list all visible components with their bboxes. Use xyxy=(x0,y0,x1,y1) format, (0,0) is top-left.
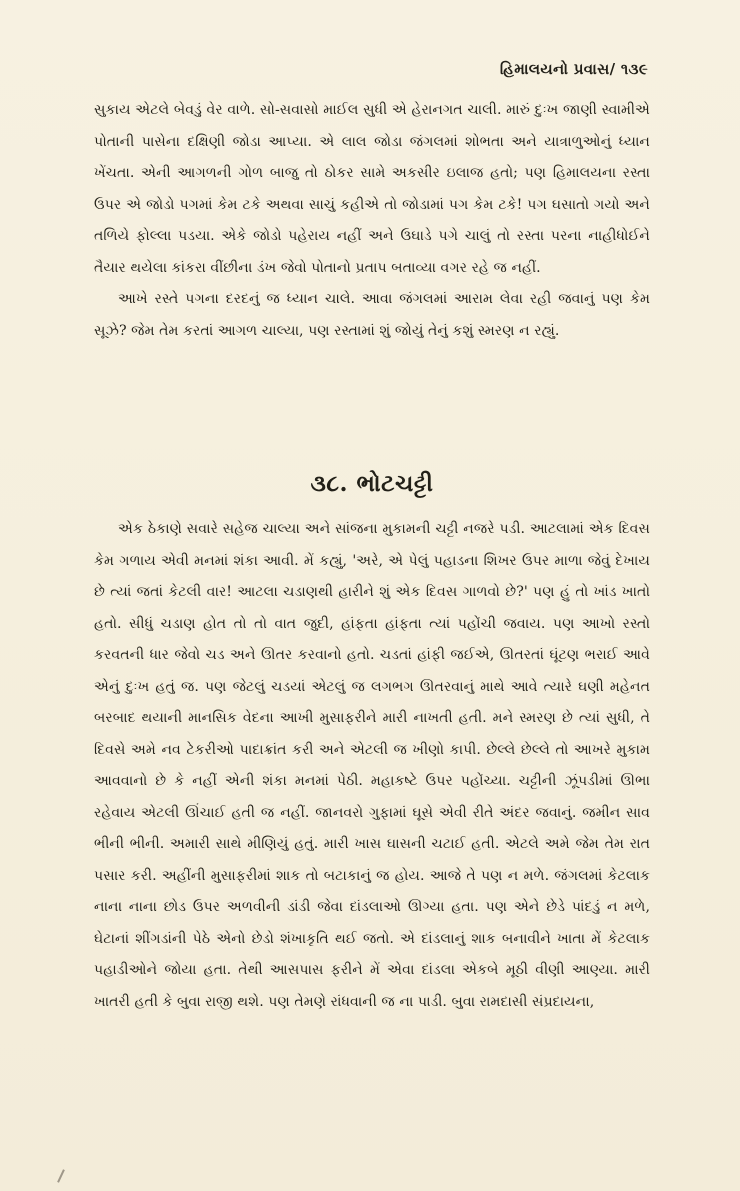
paragraph: સુકાય એટલે બેવડું વેર વાળે. સો-સવાસો માઈલ સુધી એ હેરાનગત ચાલી. મારું દુઃખ જાણી સ્વામીએ પોતાની પાસેના દક્ષિણી જોડા આપ્યા. એ લાલ જોડા જંગલમાં શોભતા અને યાત્રાળુઓનું ધ્યાન ખેંચતા. એની આગળની ગોળ બાજુ તો ઠોકર સામે અકસીર ઇલાજ હતો; પણ હિમાલયના રસ્તા ઉપર એ જોડો પગમાં કેમ ટકે અથવા સાચું કહીએ તો જોડામાં પગ કેમ ટકે! પગ ઘસાતો ગયો અને તળિયે ફોલ્લા પડયા. એકે જોડો પહેરાય નહીં અને ઉઘાડે પગે ચાલું તો રસ્તા પરના નાહીધોઈને તૈયાર થયેલા કાંકરા વીંછીના ડંખ જેવો પોતાનો પ્રતાપ બતાવ્યા વગર રહે જ નહીં. xyxy=(94,102,650,276)
running-header: હિમાલયનો પ્રવાસ/ ૧૩૯ xyxy=(499,60,648,78)
text-block-continuation xyxy=(94,95,650,347)
paragraph: એક ઠેકાણે સવારે સહેજ ચાલ્યા અને સાંજના મુકામની ચટ્ટી નજરે પડી. આટલામાં એક દિવસ કેમ ગળાય એવી મનમાં શંકા આવી. મેં કહ્યું, 'અરે, એ પેલું પહાડના શિખર ઉપર માળા જેવું દેખાય છે ત્યાં જતાં કેટલી વાર! આટલા ચડાણથી હારીને શું એક દિવસ ગાળવો છે?' પણ હું તો ખાંડ ખાતો હતો. સીધું ચડાણ હોત તો તો વાત જુદી, હાંફતા હાંફતા ત્યાં પહોંચી જવાય. પણ આખો રસ્તો કરવતની ધાર જેવો ચડ અને ઊતર કરવાનો હતો. ચડતાં હાંફી જઈએ, ઊતરતાં ઘૂંટણ ભરાઈ આવે એનું દુઃખ હતું જ. પણ જેટલું ચડયાં એટલું જ લગભગ ઊતરવાનું માથે આવે ત્યારે ઘણી મહેનત બરબાદ થયાની માનસિક વેદના આખી મુસાફરીને મારી નાખતી હતી. મને સ્મરણ છે ત્યાં સુધી, તે દિવસે અમે નવ ટેકરીઓ પાદાક્રાંત કરી અને એટલી જ ખીણો કાપી. છેલ્લે છેલ્લે તો આખરે મુકામ આવવાનો છે કે નહીં એની શંકા મનમાં પેઠી. મહાકષ્ટે ઉપર પહોંચ્યા. ચટ્ટીની ઝૂંપડીમાં ઊભા રહેવાય એટલી ઊંચાઈ હતી જ નહીં. જાનવરો ગુફામાં ઘૂસે એવી રીતે અંદર જવાનું. જમીન સાવ ભીની ભીની. અમારી સાથે મીણિયું હતું. મારી ખાસ ઘાસની ચટાઈ હતી. એટલે અમે જેમ તેમ રાત પસાર કરી. અહીંની મુસાફરીમાં શાક તો બટાકાનું જ હોય. આજે તે પણ ન મળે. જંગલમાં કેટલાક નાના નાના છોડ ઉપર અળવીની ડાંડી જેવા દાંડલાઓ ઊગ્યા હતા. પણ એને છેડે પાંદડું ન મળે, ઘેટાનાં શીંગડાંની પેઠે એનો છેડો શંખાકૃતિ થઈ જતો. એ દાંડલાનું શાક બનાવીને ખાતા મેં કેટલાક પહાડીઓને જોયા હતા. તેથી આસપાસ ફરીને મેં એવા દાંડલા એકબે મૂઠી વીણી આણ્યા. મારી ખાતરી હતી કે બુવા રાજી થશે. પણ તેમણે રાંધવાની જ ના પાડી. બુવા રામદાસી સંપ્રદાયના, xyxy=(94,521,650,1010)
text-block-chapter xyxy=(94,514,650,1018)
paragraph: આખે રસ્તે પગના દરદનું જ ધ્યાન ચાલે. આવા જંગલમાં આરામ લેવા રહી જવાનું પણ કેમ સૂઝે? જેમ તેમ કરતાં આગળ ચાલ્યા, પણ રસ્તામાં શું જોયું તેનું કશું સ્મરણ ન રહ્યું. xyxy=(94,291,650,339)
chapter-title: ૩૮. ભોટચટ્ટી xyxy=(310,470,434,497)
page-corner-mark xyxy=(57,1169,65,1183)
